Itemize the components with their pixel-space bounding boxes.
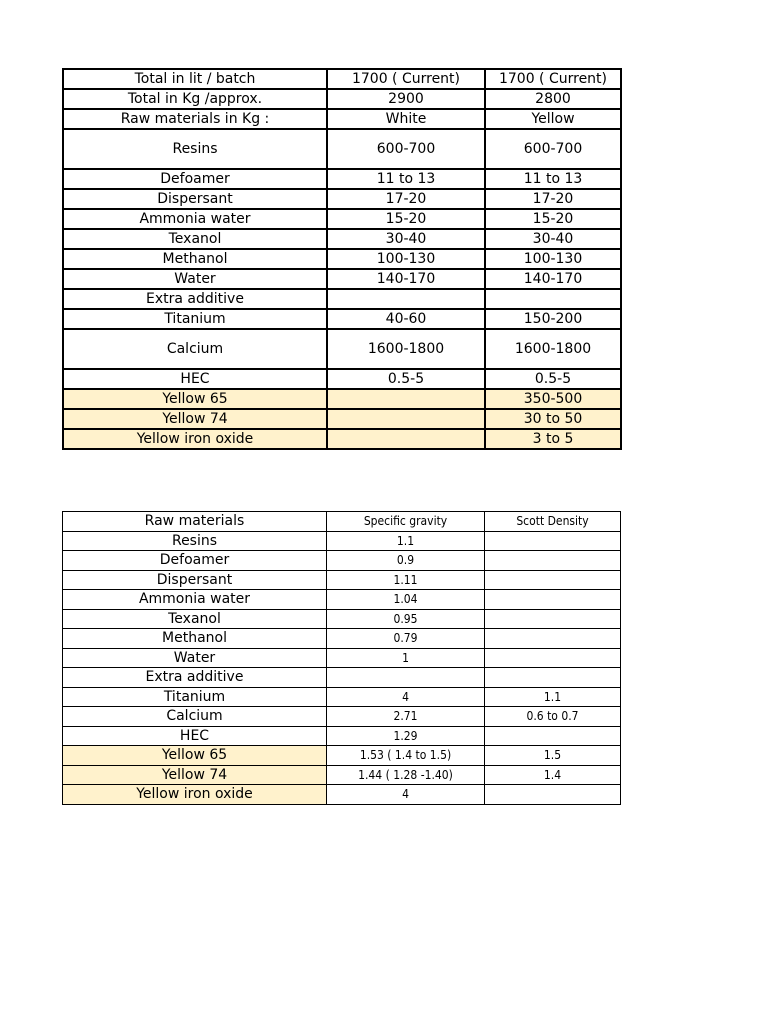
specific-gravity-value: 1.1 (327, 531, 485, 551)
row-label: Water (63, 269, 327, 289)
yellow-value: 350-500 (485, 389, 621, 409)
specific-gravity-value (327, 668, 485, 688)
table-header-row (63, 512, 621, 532)
scott-density-value (485, 648, 621, 668)
yellow-value: 140-170 (485, 269, 621, 289)
table-row (63, 785, 621, 805)
white-value: 17-20 (327, 189, 485, 209)
white-value: 30-40 (327, 229, 485, 249)
material-name: Methanol (63, 629, 327, 649)
scott-density-value (485, 590, 621, 610)
yellow-value (485, 289, 621, 309)
table-row (63, 429, 621, 449)
table-row (63, 289, 621, 309)
material-name: Yellow 74 (63, 765, 327, 785)
yellow-value: 15-20 (485, 209, 621, 229)
yellow-value: 30 to 50 (485, 409, 621, 429)
row-label: Texanol (63, 229, 327, 249)
table-row (63, 269, 621, 289)
scott-density-value (485, 609, 621, 629)
row-label: Calcium (63, 329, 327, 369)
table-row (63, 109, 621, 129)
row-label: Defoamer (63, 169, 327, 189)
specific-gravity-value: 4 (327, 785, 485, 805)
row-label: Resins (63, 129, 327, 169)
white-value (327, 409, 485, 429)
specific-gravity-value: 0.79 (327, 629, 485, 649)
scott-density-value (485, 668, 621, 688)
white-value: 1600-1800 (327, 329, 485, 369)
white-value: 15-20 (327, 209, 485, 229)
specific-gravity-value: 2.71 (327, 707, 485, 727)
table-row (63, 551, 621, 571)
table-row (63, 249, 621, 269)
table-row (63, 169, 621, 189)
specific-gravity-value: 0.95 (327, 609, 485, 629)
white-value: 40-60 (327, 309, 485, 329)
table-row (63, 209, 621, 229)
white-value: 100-130 (327, 249, 485, 269)
yellow-value: 0.5-5 (485, 369, 621, 389)
specific-gravity-value: 1.53 ( 1.4 to 1.5) (327, 746, 485, 766)
yellow-value: 30-40 (485, 229, 621, 249)
table-row (63, 687, 621, 707)
white-value (327, 389, 485, 409)
table-row (63, 609, 621, 629)
scott-density-value: 0.6 to 0.7 (485, 707, 621, 727)
yellow-value: 2800 (485, 89, 621, 109)
table-row (63, 409, 621, 429)
header-raw-materials: Raw materials (63, 512, 327, 532)
material-name: Water (63, 648, 327, 668)
white-value: 600-700 (327, 129, 485, 169)
material-name: HEC (63, 726, 327, 746)
header-specific-gravity: Specific gravity (327, 512, 485, 532)
raw-material-properties-table (62, 511, 621, 805)
table-row (63, 590, 621, 610)
white-value (327, 289, 485, 309)
material-name: Yellow iron oxide (63, 785, 327, 805)
scott-density-value (485, 785, 621, 805)
table-row (63, 309, 621, 329)
white-value: White (327, 109, 485, 129)
row-label: Yellow 74 (63, 409, 327, 429)
yellow-value: 1600-1800 (485, 329, 621, 369)
specific-gravity-value: 1.44 ( 1.28 -1.40) (327, 765, 485, 785)
scott-density-value (485, 629, 621, 649)
row-label: Titanium (63, 309, 327, 329)
row-label: Dispersant (63, 189, 327, 209)
row-label: Yellow iron oxide (63, 429, 327, 449)
white-value: 0.5-5 (327, 369, 485, 389)
batch-quantity-table (62, 68, 622, 450)
yellow-value: 100-130 (485, 249, 621, 269)
scott-density-value (485, 531, 621, 551)
table-row (63, 746, 621, 766)
yellow-value: 3 to 5 (485, 429, 621, 449)
table-row (63, 707, 621, 727)
yellow-value: 150-200 (485, 309, 621, 329)
material-name: Ammonia water (63, 590, 327, 610)
specific-gravity-value: 1.04 (327, 590, 485, 610)
table-row (63, 765, 621, 785)
table-row (63, 629, 621, 649)
material-name: Dispersant (63, 570, 327, 590)
white-value: 1700 ( Current) (327, 69, 485, 89)
table-row (63, 531, 621, 551)
material-name: Texanol (63, 609, 327, 629)
scott-density-value: 1.4 (485, 765, 621, 785)
table-row (63, 726, 621, 746)
white-value (327, 429, 485, 449)
white-value: 11 to 13 (327, 169, 485, 189)
white-value: 2900 (327, 89, 485, 109)
row-label: Yellow 65 (63, 389, 327, 409)
scott-density-value: 1.5 (485, 746, 621, 766)
scott-density-value (485, 570, 621, 590)
specific-gravity-value: 1.29 (327, 726, 485, 746)
material-name: Yellow 65 (63, 746, 327, 766)
table-row (63, 69, 621, 89)
yellow-value: 11 to 13 (485, 169, 621, 189)
specific-gravity-value: 1.11 (327, 570, 485, 590)
yellow-value: Yellow (485, 109, 621, 129)
row-label: Methanol (63, 249, 327, 269)
header-scott-density: Scott Density (485, 512, 621, 532)
row-label: HEC (63, 369, 327, 389)
table-row (63, 648, 621, 668)
table-row (63, 189, 621, 209)
table-row (63, 389, 621, 409)
table-row (63, 668, 621, 688)
row-label: Raw materials in Kg : (63, 109, 327, 129)
material-name: Defoamer (63, 551, 327, 571)
yellow-value: 17-20 (485, 189, 621, 209)
material-name: Resins (63, 531, 327, 551)
specific-gravity-value: 1 (327, 648, 485, 668)
material-name: Extra additive (63, 668, 327, 688)
table-row (63, 129, 621, 169)
material-name: Titanium (63, 687, 327, 707)
table-row (63, 329, 621, 369)
table-row (63, 229, 621, 249)
white-value: 140-170 (327, 269, 485, 289)
table-row (63, 369, 621, 389)
scott-density-value (485, 551, 621, 571)
table-row (63, 89, 621, 109)
yellow-value: 1700 ( Current) (485, 69, 621, 89)
table-row (63, 570, 621, 590)
yellow-value: 600-700 (485, 129, 621, 169)
scott-density-value: 1.1 (485, 687, 621, 707)
row-label: Ammonia water (63, 209, 327, 229)
specific-gravity-value: 4 (327, 687, 485, 707)
material-name: Calcium (63, 707, 327, 727)
scott-density-value (485, 726, 621, 746)
specific-gravity-value: 0.9 (327, 551, 485, 571)
row-label: Total in lit / batch (63, 69, 327, 89)
row-label: Extra additive (63, 289, 327, 309)
row-label: Total in Kg /approx. (63, 89, 327, 109)
